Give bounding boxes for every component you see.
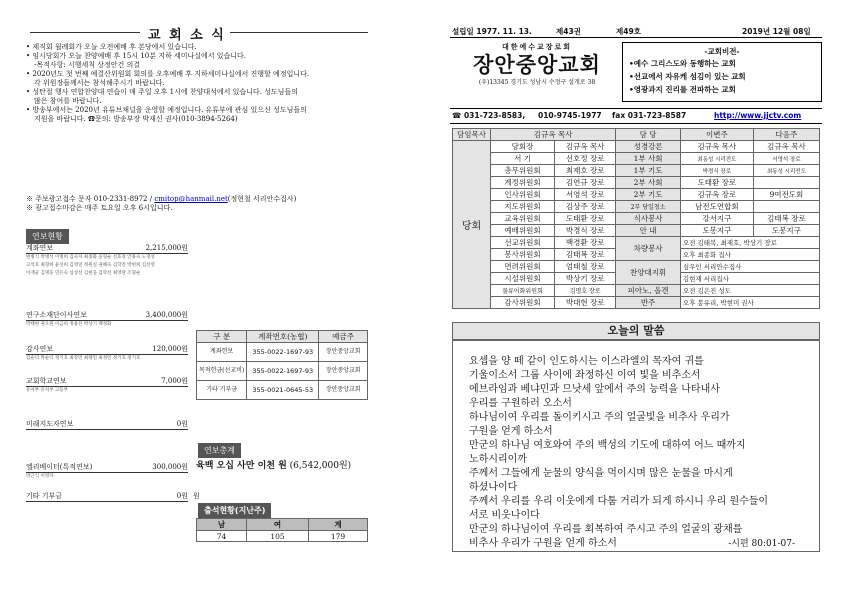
offering-label: 교회학교연보 [26,377,67,385]
org-cell: 도태환 장로 [680,177,753,189]
offering-amount: 3,400,000원 [145,311,188,319]
sermon-line: 요셉을 양 떼 같이 인도하시는 이스라엘의 목자여 귀를 [469,356,704,367]
sermon-line: 서로 비웃나이다 [469,510,540,521]
org-cell: 총무위원회 [491,165,555,177]
sermon-line: 구원을 얻게 하소서 [469,426,553,437]
org-cell: 엄태철 장로 [555,261,616,273]
org-cell: 선호정 장로 [555,153,616,165]
offering-names: 박태현 권오원 이금희 정용선 박상기 백정화 [26,322,112,327]
org-cell: 남전도연합회 [680,201,753,213]
org-cell: 백경환 장로 [555,237,616,249]
org-row [453,141,820,153]
sermon-line: 기울이소서 그룹 사이에 좌정하신 이여 빛을 비추소서 [469,370,701,381]
attendance-header: 여 [247,519,309,531]
account-cell: 기타 기부금 [197,381,247,400]
notice-item: • 2020년도 첫 번째 예결산위원회 회의를 오후예배 후 지하세미나실에서 진행할 예정입니다. [26,70,310,78]
org-cell: 2부 사회 [616,177,681,189]
offering-label: 계좌연보 [26,244,54,252]
ad-deadline: ※ 광고접수마감은 매주 토요일 오후 6시입니다. [26,204,173,212]
phone: ☎ 031-723-8583, [452,111,526,120]
org-cell: 김규옥 목사 [680,141,753,153]
org-cell: 강서지구 [680,213,753,225]
org-cell: 지도위원회 [491,201,555,213]
org-cell: 피아노, 올겐 [616,285,681,297]
sermon-line: 만군의 하나님이여 우리를 회복하여 주시고 주의 얼굴의 광채를 [469,524,743,535]
org-cell: 안 내 [616,225,681,237]
org-cell: 최동성 시리전도 [680,153,753,165]
org-cell: 계정위원회 [491,177,555,189]
sermon-line: 우리를 구원하러 오소서 [469,398,572,409]
volume: 제43권 [556,27,581,36]
org-row [453,153,820,165]
notice-item: -목적사항: 시행세칙 상정안건 의결 [34,61,141,69]
org-cell: 김태복 장로 [753,213,819,225]
offering-amount: 300,000원 [152,463,188,471]
vision-item: •예수 그리스도와 동행하는 교회 [629,59,736,68]
org-cell: 김규옥 목사 [491,129,616,141]
established-date: 설립일 1977. 11. 13. [452,27,532,36]
org-cell: 물류어화위원회 [491,285,555,297]
offering-names: 변병식 박병석 이병희 김숙자 최종화 윤형순 선효정 안용숙 노경성 [26,255,155,260]
sermon-line: 하셨나이다 [469,482,518,493]
org-row [453,225,820,237]
org-cell: 차량봉사 [616,237,681,261]
org-cell: 찬양대지휘 [616,261,681,285]
account-cell: 목적헌금(선교비) [197,362,247,381]
offering-item [26,376,188,395]
org-cell: 박상기 장로 [555,273,616,285]
offering-amount: 2,215,000원 [145,244,188,252]
notice-item: • 성탄절 행사 연합찬양대 연습이 매 주일 오후 1시에 찬양대석에서 있습니다. 성도님들의 [26,88,298,96]
org-cell: 김연규 장로 [555,177,616,189]
org-cell: 최동성 시리전도 [753,165,819,177]
attendance-value: 105 [247,531,309,542]
offering-names: 김순덕 박순덕 정기호 최강민 최태민 최정민 정기호 정기호 [26,356,141,361]
org-cell: 반주 [616,297,681,309]
sermon-line: 만군의 하나님 여호와여 주의 백성의 기도에 대하여 어느 때까지 [469,440,746,451]
attendance-table [196,518,368,542]
offering-amount: 7,000원 [161,377,188,385]
offering-names: 유아부 유치부 고등부 [26,388,68,393]
church-name: 장안중앙교회 [473,52,601,77]
church-masthead [462,42,612,86]
org-cell: 식사봉사 [616,213,681,225]
offering-label: 엘리베이터(특적연보) [26,463,93,471]
offering-item [26,344,188,363]
org-cell: 최재호 장로 [555,165,616,177]
org-row [453,201,820,213]
account-header: 계좌번호(농협) [247,331,319,343]
org-cell: 김현재 서리집사 [680,273,819,285]
org-cell: 김규옥 장로 [680,189,753,201]
total-section-title: 연보총계 [198,443,241,458]
org-cell: 오전 김은진 성도 [680,285,819,297]
org-cell: 선교위원회 [491,237,555,249]
offering-label: 기타 기부금 [26,492,63,500]
sermon-reference: -시편 80:01-07- [728,539,795,549]
denomination: 대한예수교장로회 [501,42,573,51]
notice-item: • 제직회 월례회가 오늘 오전예배 후 본당에서 있습니다. [26,43,197,51]
org-row [453,237,820,249]
attendance-value: 179 [309,531,368,542]
org-row [453,129,820,141]
org-cell: 박대현 장로 [555,297,616,309]
notice-item: 각 위원장들께서는 참석해주시기 바랍니다. [34,79,165,87]
notice-item: 지원을 바랍니다. ☎문의: 방송부장 박재신 권사(010-3894-5264) [34,115,238,123]
org-cell: 박경식 장로 [555,225,616,237]
offering-names: 고석호 최형희 윤선희 김영일 정원실 권해숙 김학진 박현희 김선영 [26,263,155,268]
org-cell: 오후 최종화 집사 [680,249,819,261]
org-row [453,285,820,297]
org-cell [753,201,819,213]
notice-item: • 임시당회가 오늘 찬양예배 후 15시 10분 지하 세미나실에서 있습니다. [26,52,247,60]
news-title: 교 회 소 식 [148,28,226,43]
account-cell: 355-0022-1697-93 [247,362,319,381]
vision-box [622,42,822,102]
sermon-line: 주께서 우리를 우리 이웃에게 다툼 거리가 되게 하시니 우리 원수들이 [469,496,769,507]
sermon-line: 에브라임과 베냐민과 므낫세 앞에서 주의 능력을 나타내사 [469,384,720,395]
total-number: (6,542,000원) [289,461,352,471]
session-label: 당회 [453,141,491,309]
org-cell: 서 기 [491,153,555,165]
org-cell: 담임목사 [453,129,491,141]
total-text: 육백 오십 사만 이천 원 [196,461,287,471]
notice-item: 많은 참여를 바랍니다. [34,97,102,105]
org-cell: 교육위원회 [491,213,555,225]
org-cell: 김태복 장로 [555,249,616,261]
attendance-header: 계 [309,519,368,531]
sermon-line: 주께서 그들에게 눈물의 양식을 먹이시며 많은 눈물을 마시게 [469,468,733,479]
org-cell: 다음주 [753,129,819,141]
org-cell: 서영석 장로 [555,189,616,201]
account-table [196,330,368,400]
org-table [452,128,820,309]
org-row [453,297,820,309]
account-header: 예금주 [319,331,368,343]
org-cell: 9여전도회 [753,189,819,201]
org-cell: 1부 사회 [616,153,681,165]
org-cell: 2부 기도 [616,189,681,201]
sermon-line [469,537,809,551]
offering-item [26,462,188,481]
issue-date: 2019년 12월 08일 [742,27,811,36]
org-cell: 시설위원회 [491,273,555,285]
offering-label: 연구소재단이사연보 [26,311,87,319]
org-cell: 김명호 장로 [555,285,616,297]
offering-item [26,419,188,430]
org-row [453,165,820,177]
account-cell: 355-0022-1697-93 [247,343,319,362]
offering-item [26,310,188,329]
total-unit: 원 [193,492,200,500]
offering-amount: 0원 [176,492,188,500]
org-cell: 오전 김태복, 최재호, 박상기 장로 [680,237,819,249]
org-row [453,261,820,273]
attendance-header: 남 [197,519,247,531]
org-cell: 심우인 서리안수집사 [680,261,819,273]
ad-notice: ※ 주보광고접수 문자 010-2331-8972 / cmitop@hanmail.net(정현철 서리안수집사) ※ 광고접수마감은 매주 토요일 오후 6시입니다. [26,195,406,213]
sermon-box [452,340,820,552]
notice-item: • 방송부에서는 2020년 유튜브채널을 운영할 예정입니다. 유튜부에 관심 있으신 성도님들의 [26,106,307,114]
church-address: (우)13345 경기도 성남시 수정구 설개로 38 [478,79,596,86]
account-cell: 계좌헌보 [197,343,247,362]
org-row [453,189,820,201]
org-cell: 서영석 장로 [753,153,819,165]
website-link[interactable]: http://www.jjctv.com [714,111,802,120]
org-cell: 당회장 [491,141,555,153]
vision-item: •영광과지 진리를 전파하는 교회 [629,85,736,94]
org-cell: 담 당 [616,129,681,141]
attendance-value: 74 [197,531,247,542]
org-row [453,177,820,189]
vision-title: -교회비전- [704,47,740,56]
org-cell: 박경식 장로 [680,165,753,177]
org-cell: 성경강론 [616,141,681,153]
org-cell [753,177,819,189]
issue-number: 제49호 [616,27,641,36]
offering-label: 미래지도자연보 [26,420,74,428]
vision-item: •선교에서 자유케 섬김이 있는 교회 [629,72,746,81]
org-cell: 1부 기도 [616,165,681,177]
org-cell: 면려위원회 [491,261,555,273]
org-cell: 예배위원회 [491,225,555,237]
offering-section-title: 연보현황 [26,229,69,244]
offering-amount: 0원 [176,420,188,428]
org-cell: 도태환 장로 [555,213,616,225]
sermon-line: 노하시리이까 [469,454,527,465]
org-cell: 2부 당일청소 [616,201,681,213]
org-cell: 김상주 장로 [555,201,616,213]
org-cell: 인사위원회 [491,189,555,201]
org-cell: 감사위원회 [491,297,555,309]
account-cell: 장안중앙교회 [319,343,368,362]
offering-names: 이재균 김명웅 민유숙 심상선 김현웅 김학선 최영란 조형순 [26,271,141,276]
phone-mobile: 010-9745-1977 [538,111,602,120]
org-cell: 이변주 [680,129,753,141]
offering-item [26,243,188,278]
sermon-line-text: 비추사 우리가 구원을 얻게 하소서 [469,538,617,549]
account-cell: 355-0021-0645-53 [247,381,319,400]
offering-amount: 120,000원 [152,345,188,353]
account-cell: 장안중앙교회 [319,362,368,381]
sermon-line: 하나님이여 우리를 돌이키시고 주의 얼굴빛을 비추사 우리가 [469,412,730,423]
total-amount [196,458,351,471]
sermon-title: 오늘의 말씀 [452,322,820,340]
org-cell: 봉사위원회 [491,249,555,261]
fax: fax 031-723-8587 [612,111,687,120]
org-row [453,213,820,225]
org-cell: 김규옥 목사 [753,141,819,153]
offering-names: 박근식 이영자 [26,474,54,479]
email-link[interactable]: cmitop@hanmail.net [154,195,228,203]
offering-item [26,491,188,502]
org-cell: 오후 봉유리, 박현미 권사 [680,297,819,309]
offering-label: 감사연보 [26,345,54,353]
attendance-section-title: 출석현황(지난주) [198,503,271,518]
org-cell: 도봉지구 [680,225,753,237]
org-cell: 김규옥 목사 [555,141,616,153]
org-cell: 도봉지구 [753,225,819,237]
notice-list [26,43,376,124]
account-header: 구 분 [197,331,247,343]
account-cell: 장안중앙교회 [319,381,368,400]
